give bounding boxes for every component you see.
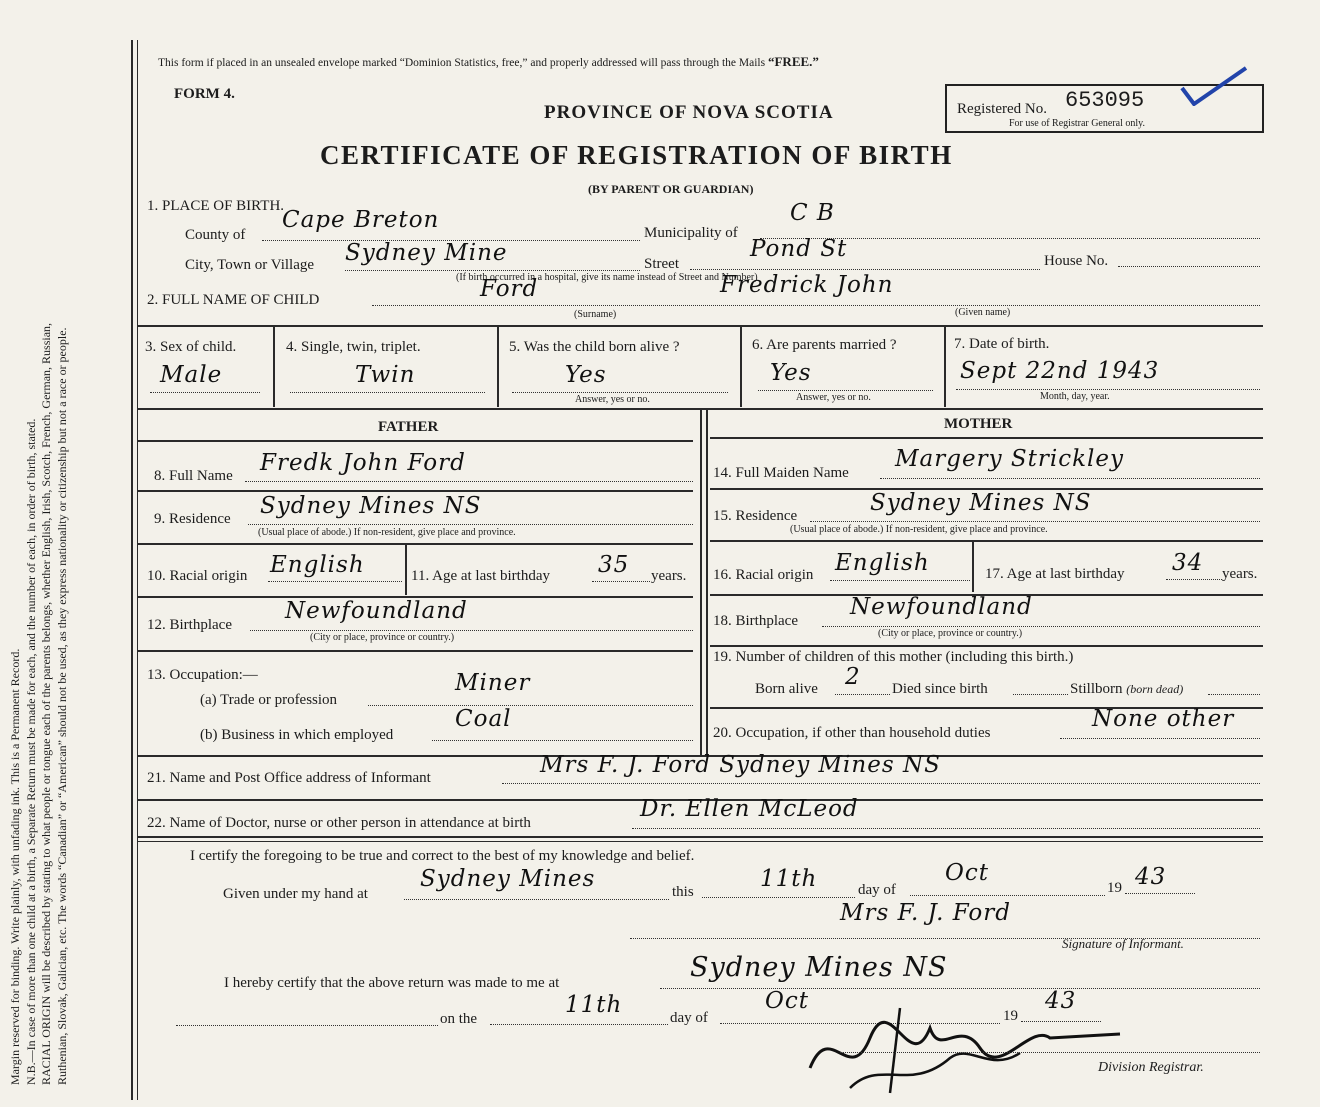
fill-line bbox=[290, 392, 485, 393]
father-years: years. bbox=[651, 568, 687, 584]
fill-line bbox=[250, 630, 693, 631]
father-age: 35 bbox=[598, 552, 630, 578]
yes-no-note: Answer, yes or no. bbox=[575, 394, 650, 405]
binding-margin-line-2 bbox=[137, 40, 138, 1100]
fill-line bbox=[150, 392, 260, 393]
plurality-label: 4. Single, twin, triplet. bbox=[286, 339, 421, 355]
given-month: Oct bbox=[945, 860, 989, 886]
city-label: City, Town or Village bbox=[185, 257, 315, 273]
sex-value: Male bbox=[160, 362, 223, 388]
fill-line bbox=[632, 828, 1260, 829]
fill-line bbox=[1060, 738, 1260, 739]
fill-line bbox=[512, 392, 728, 393]
county-value: Cape Breton bbox=[282, 207, 440, 233]
margin-note-1: Margin reserved for binding. Write plainly, with unfading ink. This is a Permanent Record. bbox=[8, 648, 22, 1085]
fill-line bbox=[1118, 266, 1260, 267]
margin-note-4: Ruthenian, Slovak, Galician, etc. The words “Canadian” or “American” should not be used, as they express nationality or citizenship but not a race or people. bbox=[54, 327, 69, 1085]
given-year: 43 bbox=[1135, 864, 1167, 890]
fill-line bbox=[404, 899, 669, 900]
parents-married-label: 6. Are parents married ? bbox=[752, 337, 897, 353]
mother-age-label: 17. Age at last birthday bbox=[985, 566, 1125, 582]
fill-line bbox=[910, 895, 1105, 896]
stillborn-label: Stillborn (born dead) bbox=[1070, 681, 1184, 697]
given-place: Sydney Mines bbox=[420, 866, 596, 892]
this-label: this bbox=[672, 884, 694, 900]
mail-free: “FREE.” bbox=[767, 54, 819, 69]
col-divider bbox=[972, 542, 974, 592]
child-surname: Ford bbox=[480, 276, 539, 302]
father-business: Coal bbox=[455, 706, 512, 732]
mother-abode-note: (Usual place of abode.) If non-resident, give place and province. bbox=[790, 524, 1048, 535]
margin-note-2: N.B.—In case of more than one child at a birth, a Separate Return must be made for each, and the number of each, in order of birth, stated. bbox=[23, 418, 38, 1085]
sex-label: 3. Sex of child. bbox=[145, 339, 237, 355]
given-under-label: Given under my hand at bbox=[223, 886, 368, 902]
city-value: Sydney Mine bbox=[345, 240, 508, 266]
father-racial-label: 10. Racial origin bbox=[147, 568, 248, 584]
fill-line bbox=[840, 1052, 1260, 1053]
business-label: (b) Business in which employed bbox=[200, 727, 394, 743]
rule bbox=[138, 543, 693, 545]
registrar-statement: I hereby certify that the above return was made to me at bbox=[224, 975, 560, 991]
registrar-year: 43 bbox=[1045, 988, 1077, 1014]
fill-line bbox=[835, 694, 890, 695]
mother-occupation: None other bbox=[1092, 706, 1235, 732]
registration-number: 653095 bbox=[1065, 88, 1145, 113]
informant-signature: Mrs F. J. Ford bbox=[840, 900, 1011, 926]
rule bbox=[138, 440, 693, 442]
fill-line bbox=[1208, 694, 1260, 695]
col-divider bbox=[273, 327, 275, 407]
hospital-note: (If birth occurred in a hospital, give its name instead of Street and Number) bbox=[456, 272, 758, 283]
registrar-label: Division Registrar. bbox=[1098, 1060, 1204, 1075]
registrar-year-prefix: 19 bbox=[1003, 1008, 1018, 1024]
certificate-title: CERTIFICATE OF REGISTRATION OF BIRTH bbox=[320, 140, 953, 170]
parents-married-value: Yes bbox=[770, 360, 812, 386]
plurality-value: Twin bbox=[355, 362, 416, 388]
on-the-label: on the bbox=[440, 1011, 478, 1027]
rule bbox=[138, 841, 1263, 842]
year-prefix: 19 bbox=[1107, 880, 1122, 896]
father-occupation-label: 13. Occupation:— bbox=[147, 667, 258, 683]
doctor-value: Dr. Ellen McLeod bbox=[640, 796, 859, 822]
col-divider bbox=[497, 327, 499, 407]
mother-occupation-label: 20. Occupation, if other than household duties bbox=[713, 725, 991, 741]
informant-signature-label: Signature of Informant. bbox=[1062, 936, 1184, 951]
registration-label: Registered No. bbox=[957, 101, 1047, 117]
dob-note: Month, day, year. bbox=[1040, 391, 1110, 402]
mother-birthplace-label: 18. Birthplace bbox=[713, 613, 798, 629]
house-no-label: House No. bbox=[1044, 253, 1109, 269]
born-alive-value: Yes bbox=[565, 362, 607, 388]
day-of-label: day of bbox=[858, 882, 896, 898]
fill-line bbox=[702, 897, 855, 898]
parent-divider-2 bbox=[706, 410, 708, 755]
margin-note-3: RACIAL ORIGIN will be described by stating to what people or tongue each of the parents belongs, whether English, Irish, Scotch, French, German, Russian, bbox=[39, 322, 53, 1085]
father-heading: FATHER bbox=[378, 419, 439, 435]
father-name: Fredk John Ford bbox=[260, 450, 466, 476]
registration-note: For use of Registrar General only. bbox=[1009, 118, 1145, 129]
mother-residence-label: 15. Residence bbox=[713, 508, 798, 524]
rule bbox=[138, 650, 693, 652]
rule bbox=[138, 325, 1263, 327]
registrar-day: 11th bbox=[565, 992, 623, 1018]
fill-line bbox=[690, 269, 1040, 270]
street-label: Street bbox=[644, 256, 679, 272]
rule bbox=[710, 437, 1263, 439]
dob-label: 7. Date of birth. bbox=[954, 336, 1050, 352]
fill-line bbox=[268, 581, 402, 582]
fill-line bbox=[490, 1024, 668, 1025]
fill-line bbox=[1166, 579, 1222, 580]
fill-line bbox=[880, 478, 1260, 479]
given-day: 11th bbox=[760, 866, 818, 892]
municipality-value: C B bbox=[790, 200, 835, 226]
fill-line bbox=[372, 305, 1260, 306]
form-number: FORM 4. bbox=[174, 86, 235, 102]
fill-line bbox=[810, 521, 1260, 522]
mail-notice: This form if placed in an unsealed envelope marked “Dominion Statistics, free,” and properly addressed will pass through the Mails “FREE.” bbox=[158, 54, 819, 69]
mother-age: 34 bbox=[1172, 550, 1204, 576]
born-alive-count: 2 bbox=[845, 664, 861, 690]
municipality-label: Municipality of bbox=[644, 225, 738, 241]
fill-line bbox=[368, 705, 693, 706]
father-racial: English bbox=[270, 552, 365, 578]
certificate-subtitle: (BY PARENT OR GUARDIAN) bbox=[588, 182, 754, 196]
rule bbox=[138, 836, 1263, 838]
col-divider bbox=[740, 327, 742, 407]
surname-note: (Surname) bbox=[574, 309, 617, 320]
born-alive-count-label: Born alive bbox=[755, 681, 818, 697]
fill-line bbox=[245, 481, 693, 482]
registrar-day-of-label: day of bbox=[670, 1010, 708, 1026]
mother-birthplace: Newfoundland bbox=[850, 594, 1033, 620]
father-abode-note: (Usual place of abode.) If non-resident, give place and province. bbox=[258, 527, 516, 538]
fill-line bbox=[660, 988, 1260, 989]
parent-divider bbox=[700, 410, 702, 755]
binding-margin-line bbox=[131, 40, 133, 1100]
mother-name: Margery Strickley bbox=[895, 446, 1125, 472]
fill-line bbox=[248, 524, 693, 525]
mother-racial: English bbox=[835, 550, 930, 576]
father-birthplace-note: (City or place, province or country.) bbox=[310, 632, 455, 643]
registrar-signature bbox=[790, 998, 1140, 1098]
doctor-label: 22. Name of Doctor, nurse or other person in attendance at birth bbox=[147, 815, 531, 831]
children-count-label: 19. Number of children of this mother (including this birth.) bbox=[713, 649, 1074, 665]
mother-name-label: 14. Full Maiden Name bbox=[713, 465, 849, 481]
fill-line bbox=[822, 626, 1260, 627]
rule bbox=[138, 490, 693, 492]
fill-line bbox=[956, 389, 1260, 390]
child-given-name: Fredrick John bbox=[720, 272, 894, 298]
registrar-month: Oct bbox=[765, 988, 809, 1014]
mother-years: years. bbox=[1222, 566, 1258, 582]
mother-residence: Sydney Mines NS bbox=[870, 490, 1092, 516]
father-residence-label: 9. Residence bbox=[154, 511, 231, 527]
col-divider bbox=[405, 545, 407, 595]
street-value: Pond St bbox=[750, 236, 848, 262]
father-birthplace: Newfoundland bbox=[285, 598, 468, 624]
informant-value: Mrs F. J. Ford Sydney Mines NS bbox=[540, 752, 941, 778]
rule bbox=[710, 645, 1263, 647]
father-name-label: 8. Full Name bbox=[154, 468, 233, 484]
mother-heading: MOTHER bbox=[944, 416, 1013, 432]
fill-line bbox=[432, 740, 693, 741]
father-age-label: 11. Age at last birthday bbox=[411, 568, 550, 584]
margin-notes bbox=[8, 40, 70, 1085]
died-since-birth-label: Died since birth bbox=[892, 681, 988, 697]
place-of-birth-heading: 1. PLACE OF BIRTH. bbox=[147, 198, 285, 214]
given-name-note: (Given name) bbox=[955, 307, 1011, 318]
certify-statement: I certify the foregoing to be true and correct to the best of my knowledge and belief. bbox=[190, 848, 695, 864]
mother-birthplace-note: (City or place, province or country.) bbox=[878, 628, 1023, 639]
rule bbox=[710, 540, 1263, 542]
dob-value: Sept 22nd 1943 bbox=[960, 358, 1160, 384]
fill-line bbox=[830, 580, 970, 581]
registrar-place: Sydney Mines NS bbox=[690, 952, 948, 983]
county-label: County of bbox=[185, 227, 246, 243]
fill-line bbox=[502, 783, 1260, 784]
mother-racial-label: 16. Racial origin bbox=[713, 567, 814, 583]
born-alive-label: 5. Was the child born alive ? bbox=[509, 339, 680, 355]
father-residence: Sydney Mines NS bbox=[260, 493, 482, 519]
informant-label: 21. Name and Post Office address of Informant bbox=[147, 770, 431, 786]
fill-line bbox=[345, 270, 640, 271]
col-divider bbox=[944, 327, 946, 407]
yes-no-note: Answer, yes or no. bbox=[796, 392, 871, 403]
child-name-label: 2. FULL NAME OF CHILD bbox=[147, 292, 320, 308]
province-heading: PROVINCE OF NOVA SCOTIA bbox=[544, 102, 834, 123]
fill-line bbox=[1013, 694, 1068, 695]
fill-line bbox=[1125, 893, 1195, 894]
fill-line bbox=[592, 581, 650, 582]
father-trade: Miner bbox=[455, 670, 531, 696]
fill-line bbox=[176, 1025, 438, 1026]
check-mark-icon bbox=[1180, 66, 1250, 106]
fill-line bbox=[758, 390, 933, 391]
father-birthplace-label: 12. Birthplace bbox=[147, 617, 232, 633]
trade-label: (a) Trade or profession bbox=[200, 692, 338, 708]
